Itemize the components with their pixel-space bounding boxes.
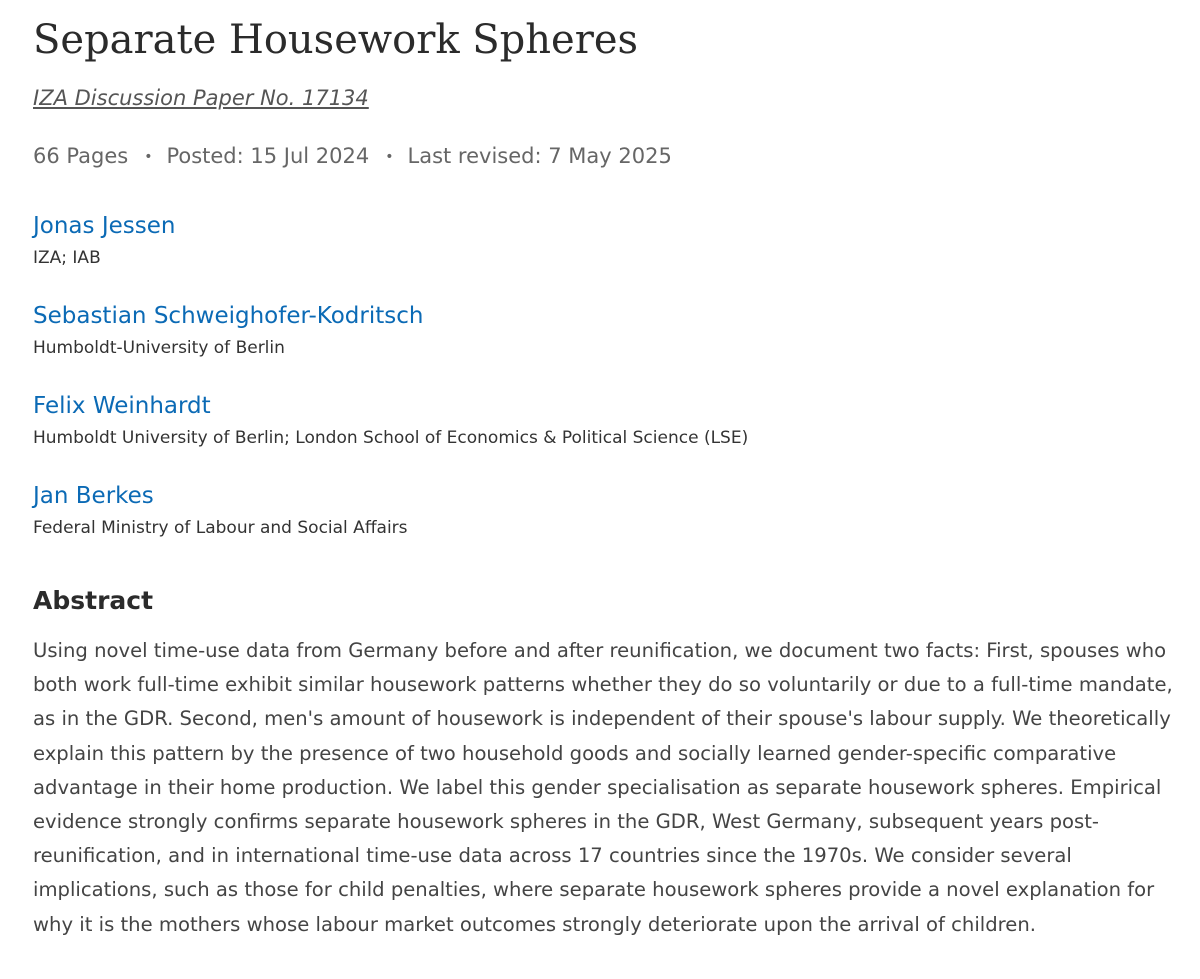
- meta-separator: •: [144, 149, 153, 165]
- author-entry: [33, 301, 423, 359]
- meta-separator: •: [385, 149, 394, 165]
- abstract-heading: Abstract: [33, 586, 154, 615]
- author-entry: [33, 211, 175, 269]
- abstract-text: Using novel time-use data from Germany before and after reunification, we document two facts: First, spouses who both work full-time exhibit similar housework patterns whether they do so voluntarily or due to a full-time mandate, as in the GDR. Second, men's amount of housework is independent of their spouse's labour supply. We theoretically explain this pattern by the presence of two household goods and socially learned gender-specific comparative advantage in their home production. We label this gender specialisation as separate housework spheres. Empirical evidence strongly confirms separate housework spheres in the GDR, West Germany, subsequent years post-reunification, and in international time-use data across 17 countries since the 1970s. We consider several implications, such as those for child penalties, where separate housework spheres provide a novel explanation for why it is the mothers whose labour market outcomes strongly deteriorate upon the arrival of children.: [33, 639, 1173, 936]
- author-entry: [33, 481, 408, 539]
- author-affiliation: Federal Ministry of Labour and Social Affairs: [33, 518, 408, 538]
- paper-meta: [33, 142, 672, 171]
- author-affiliation: Humboldt University of Berlin; London School of Economics & Political Science (LSE): [33, 428, 749, 448]
- author-affiliation: IZA; IAB: [33, 248, 101, 268]
- author-entry: [33, 391, 748, 449]
- author-name-link[interactable]: Jonas Jessen: [33, 213, 176, 239]
- paper-title: Separate Housework Spheres: [33, 17, 639, 63]
- author-affiliation: Humboldt-University of Berlin: [33, 338, 285, 358]
- series-link[interactable]: IZA Discussion Paper No. 17134: [33, 86, 369, 110]
- posted-date: Posted: 15 Jul 2024: [166, 144, 370, 168]
- revised-date: Last revised: 7 May 2025: [407, 144, 672, 168]
- page-count: 66 Pages: [33, 144, 129, 168]
- author-name-link[interactable]: Felix Weinhardt: [33, 393, 211, 419]
- author-name-link[interactable]: Jan Berkes: [33, 483, 154, 509]
- author-name-link[interactable]: Sebastian Schweighofer-Kodritsch: [33, 303, 424, 329]
